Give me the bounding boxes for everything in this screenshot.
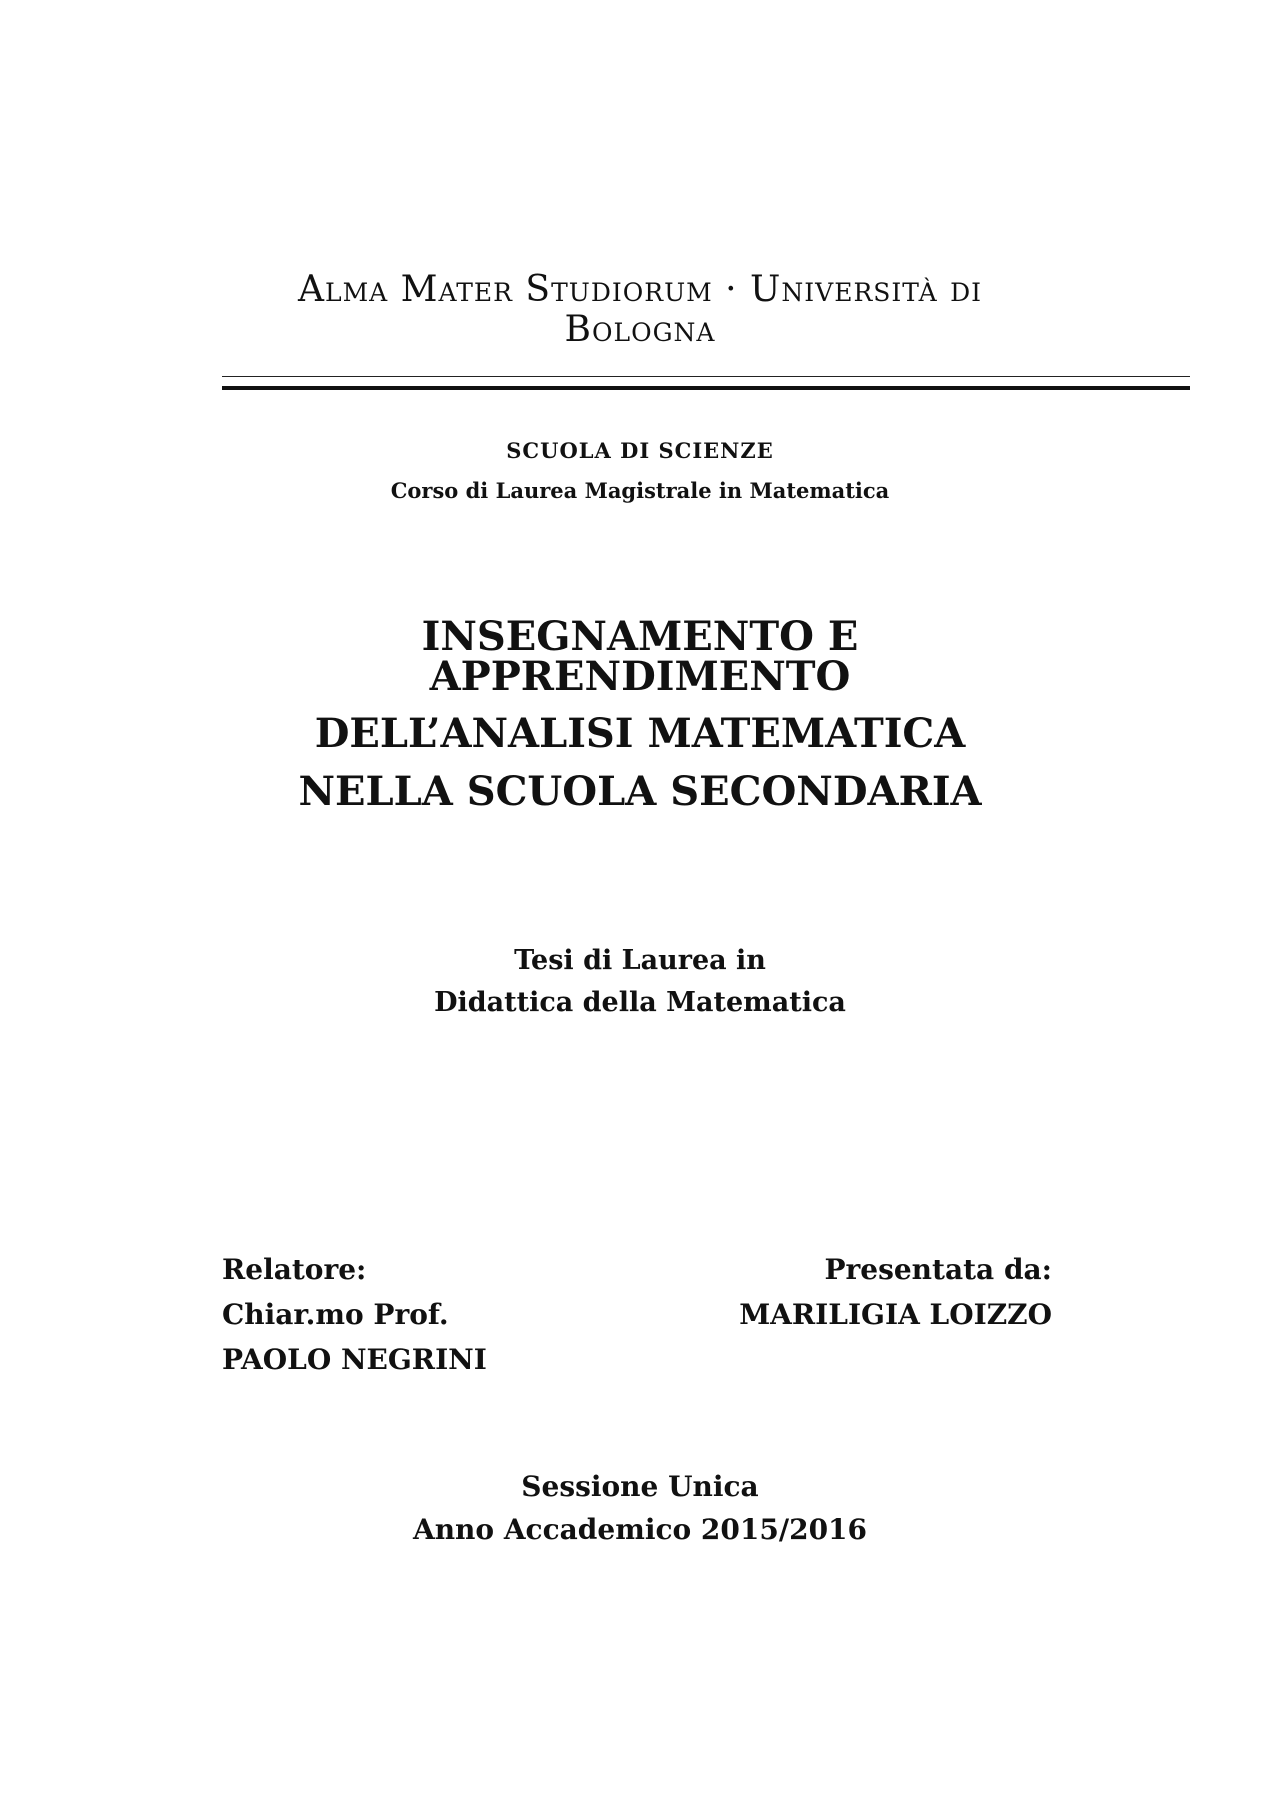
title-line-4: NELLA SCUOLA SECONDARIA bbox=[298, 768, 982, 815]
university-name bbox=[0, 270, 1280, 350]
advisor-label: Relatore: bbox=[222, 1253, 367, 1286]
header-rule-thick bbox=[222, 386, 1190, 390]
university-line-2: Bologna bbox=[564, 309, 716, 350]
course-name: Corso di Laurea Magistrale in Matematica bbox=[390, 478, 890, 503]
school-name: SCUOLA DI SCIENZE bbox=[506, 438, 774, 463]
title-line-2: APPRENDIMENTO bbox=[429, 653, 851, 700]
academic-year: Anno Accademico 2015/2016 bbox=[412, 1513, 868, 1546]
title-line-1: INSEGNAMENTO E bbox=[421, 613, 859, 660]
thesis-line-2: Didattica della Matematica bbox=[434, 987, 846, 1018]
session-line-1: Sessione Unica bbox=[521, 1470, 759, 1503]
header-rule-thin bbox=[222, 376, 1190, 377]
title-line-3: DELL’ANALISI MATEMATICA bbox=[314, 710, 966, 757]
thesis-subject bbox=[0, 940, 1280, 1024]
candidate-block bbox=[739, 1247, 1052, 1337]
candidate-name: MARILIGIA LOIZZO bbox=[739, 1298, 1052, 1331]
university-line-1: Alma Mater Studiorum · Università di bbox=[297, 269, 983, 310]
advisor-name: PAOLO NEGRINI bbox=[222, 1343, 487, 1376]
session-info bbox=[0, 1465, 1280, 1551]
thesis-title bbox=[0, 613, 1280, 821]
advisor-block bbox=[222, 1247, 487, 1382]
thesis-line-1: Tesi di Laurea in bbox=[514, 945, 766, 976]
advisor-title: Chiar.mo Prof. bbox=[222, 1298, 449, 1331]
candidate-label: Presentata da: bbox=[824, 1253, 1052, 1286]
